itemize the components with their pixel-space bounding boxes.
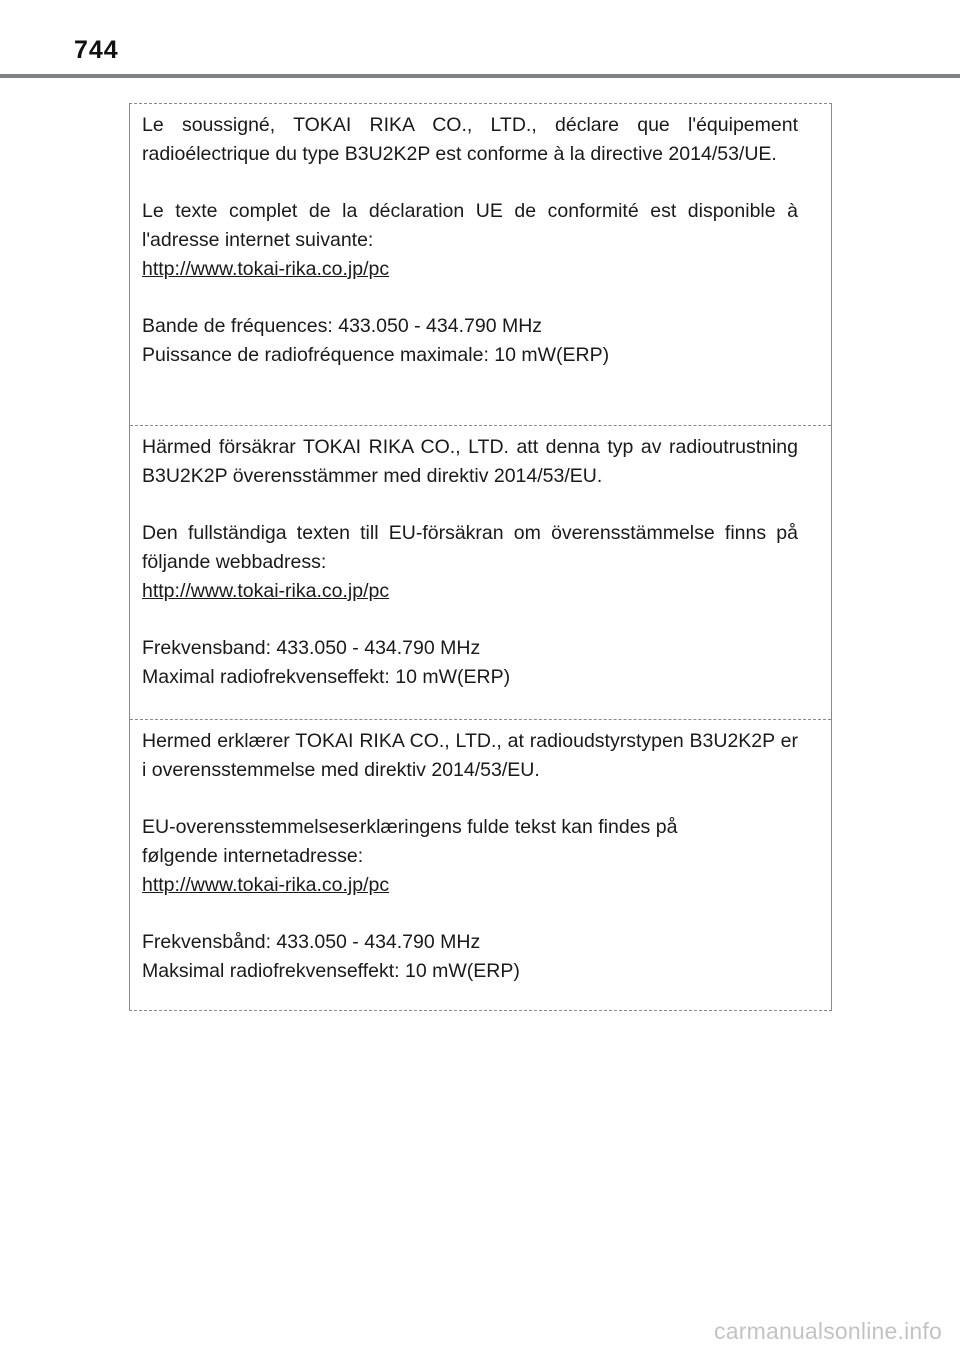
header-rule	[0, 74, 960, 78]
declaration-text: Le soussigné, TOKAI RIKA CO., LTD., déclare que l'équipement radioélectrique du type B3U2K2P est conforme à la directive 2014/53/UE.	[142, 114, 798, 165]
max-power-text: Maximal radiofrekvenseffekt: 10 mW(ERP)	[142, 666, 511, 688]
availability-text: EU-overensstemmelseserklæringens fulde tekst kan findes på følgende internetadresse:	[142, 816, 678, 867]
max-power-text: Puissance de radiofréquence maximale: 10 mW(ERP)	[142, 344, 610, 366]
availability-text: Den fullständiga texten till EU-försäkran om överensstämmelse finns på följande webbadress:	[142, 522, 798, 573]
declaration-text: Hermed erklærer TOKAI RIKA CO., LTD., at radioudstyrstypen B3U2K2P er i overensstemmelse med direktiv 2014/53/EU.	[142, 730, 798, 781]
max-power-text: Maksimal radiofrekvenseffekt: 10 mW(ERP)	[142, 960, 520, 982]
declaration-section-danish	[130, 719, 831, 1010]
frequency-band-text: Frekvensband: 433.050 - 434.790 MHz	[142, 637, 481, 659]
declaration-url-link[interactable]: http://www.tokai-rika.co.jp/pc	[142, 580, 390, 602]
declaration-section-swedish	[130, 425, 831, 719]
availability-text: Le texte complet de la déclaration UE de conformité est disponible à l'adresse internet suivante:	[142, 200, 798, 251]
page-number: 744	[74, 36, 119, 64]
declaration-section-french	[130, 104, 831, 425]
watermark-text: carmanualsonline.info	[714, 1318, 942, 1344]
frequency-band-text: Frekvensbånd: 433.050 - 434.790 MHz	[142, 931, 481, 953]
declaration-text: Härmed försäkrar TOKAI RIKA CO., LTD. att denna typ av radioutrustning B3U2K2P överensstämmer med direktiv 2014/53/EU.	[142, 436, 798, 487]
declaration-url-link[interactable]: http://www.tokai-rika.co.jp/pc	[142, 874, 390, 896]
declaration-box	[129, 103, 832, 1011]
frequency-band-text: Bande de fréquences: 433.050 - 434.790 MHz	[142, 315, 543, 337]
declaration-url-link[interactable]: http://www.tokai-rika.co.jp/pc	[142, 258, 390, 280]
